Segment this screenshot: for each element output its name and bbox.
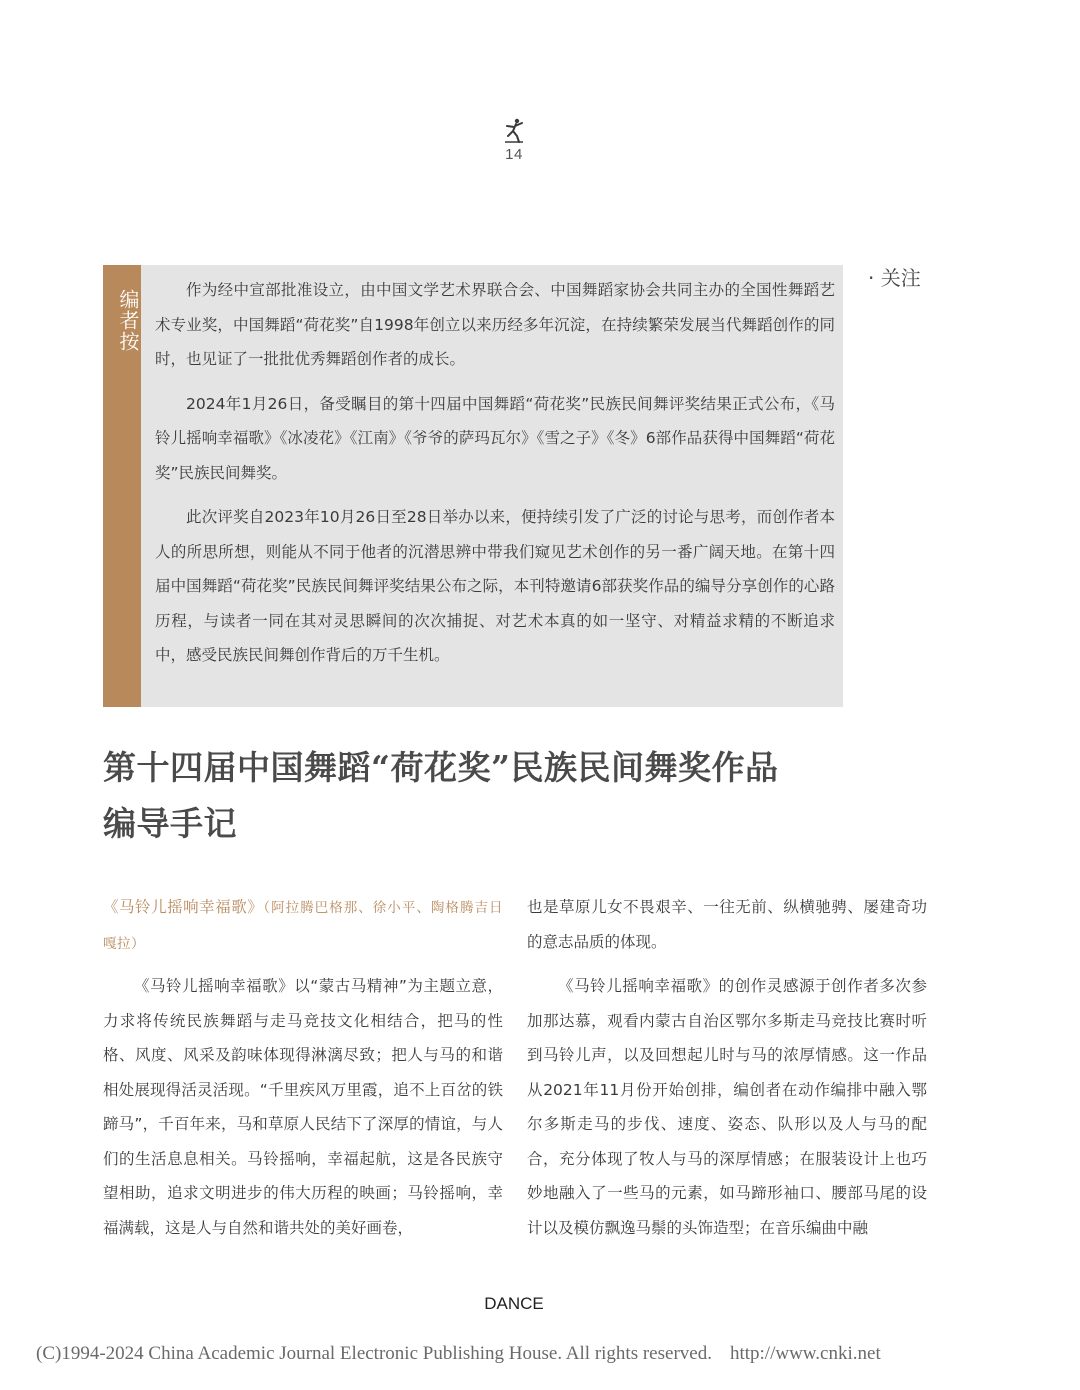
article-title-line-1: 第十四届中国舞蹈“荷花奖”民族民间舞奖作品 — [103, 748, 779, 787]
dancer-icon — [503, 118, 525, 144]
editor-note-body — [155, 273, 835, 683]
editor-note-tab — [103, 265, 141, 707]
work-title: 《马铃儿摇响幸福歌》 — [103, 898, 264, 916]
right-column — [527, 890, 927, 1245]
article-title — [103, 740, 863, 852]
work-heading — [103, 890, 503, 961]
body-paragraph: 《马铃儿摇响幸福歌》的创作灵感源于创作者多次参加那达慕，观看内蒙古自治区鄂尔多斯走马竞技比赛时听到马铃儿声，以及回想起儿时与马的浓厚情感。这一作品从2021年11月份开始创排，编创者在动作编排中融入鄂尔多斯走马的步伐、速度、姿态、队形以及人与马的配合，充分体现了牧人与马的深厚情感；在服装设计上也巧妙地融入了一些马的元素，如马蹄形袖口、腰部马尾的设计以及模仿飘逸马鬃的头饰造型；在音乐编曲中融 — [527, 977, 927, 1237]
magazine-name: DANCE — [484, 1294, 544, 1313]
page-folio — [494, 118, 534, 163]
page-number: 14 — [505, 146, 523, 163]
editor-note-paragraph: 作为经中宣部批准设立，由中国文学艺术界联合会、中国舞蹈家协会共同主办的全国性舞蹈艺术专业奖，中国舞蹈“荷花奖”自1998年创立以来历经多年沉淀，在持续繁荣发展当代舞蹈创作的同时，也见证了一批批优秀舞蹈创作者的成长。 — [155, 281, 835, 368]
article-title-line-2: 编导手记 — [103, 804, 237, 843]
editor-note-label: 编者按 — [116, 288, 140, 352]
editor-note-paragraph: 此次评奖自2023年10月26日至28日举办以来，便持续引发了广泛的讨论与思考，而创作者本人的所思所想，则能从不同于他者的沉潜思辨中带我们窥见艺术创作的另一番广阔天地。在第十四届中国舞蹈“荷花奖”民族民间舞评奖结果公布之际，本刊特邀请6部获奖作品的编导分享创作的心路历程，与读者一同在其对灵思瞬间的次次捕捉、对艺术本真的如一坚守、对精益求精的不断追求中，感受民族民间舞创作背后的万千生机。 — [155, 508, 835, 664]
body-paragraph: 《马铃儿摇响幸福歌》以“蒙古马精神”为主题立意，力求将传统民族舞蹈与走马竞技文化相结合，把马的性格、风度、风采及韵味体现得淋漓尽致；把人与马的和谐相处展现得活灵活现。“千里疾风万里霞，追不上百岔的铁蹄马”，千百年来，马和草原人民结下了深厚的情谊，与人们的生活息息相关。马铃摇响，幸福起航，这是各民族守望相助，追求文明进步的伟大历程的映画；马铃摇响，幸福满载，这是人与自然和谐共处的美好画卷， — [103, 977, 503, 1237]
section-tag: · 关注 — [868, 266, 921, 290]
copyright-line — [36, 1343, 1036, 1365]
cnki-url: http://www.cnki.net — [729, 1343, 881, 1364]
editor-note-paragraph: 2024年1月26日，备受瞩目的第十四届中国舞蹈“荷花奖”民族民间舞评奖结果正式公布，《马铃儿摇响幸福歌》《冰凌花》《江南》《爷爷的萨玛瓦尔》《雪之子》《冬》6部作品获得中国舞蹈“荷花奖”民族民间舞奖。 — [155, 394, 835, 482]
body-paragraph: 也是草原儿女不畏艰辛、一往无前、纵横驰骋、屡建奇功的意志品质的体现。 — [527, 898, 927, 951]
left-column — [103, 890, 503, 1245]
editor-note-box — [103, 265, 843, 707]
work-credits: （阿拉腾巴格那、徐小平、陶格腾吉日嘎拉） — [103, 900, 503, 952]
copyright-text: (C)1994-2024 China Academic Journal Electronic Publishing House. All rights reserved. — [36, 1343, 712, 1364]
